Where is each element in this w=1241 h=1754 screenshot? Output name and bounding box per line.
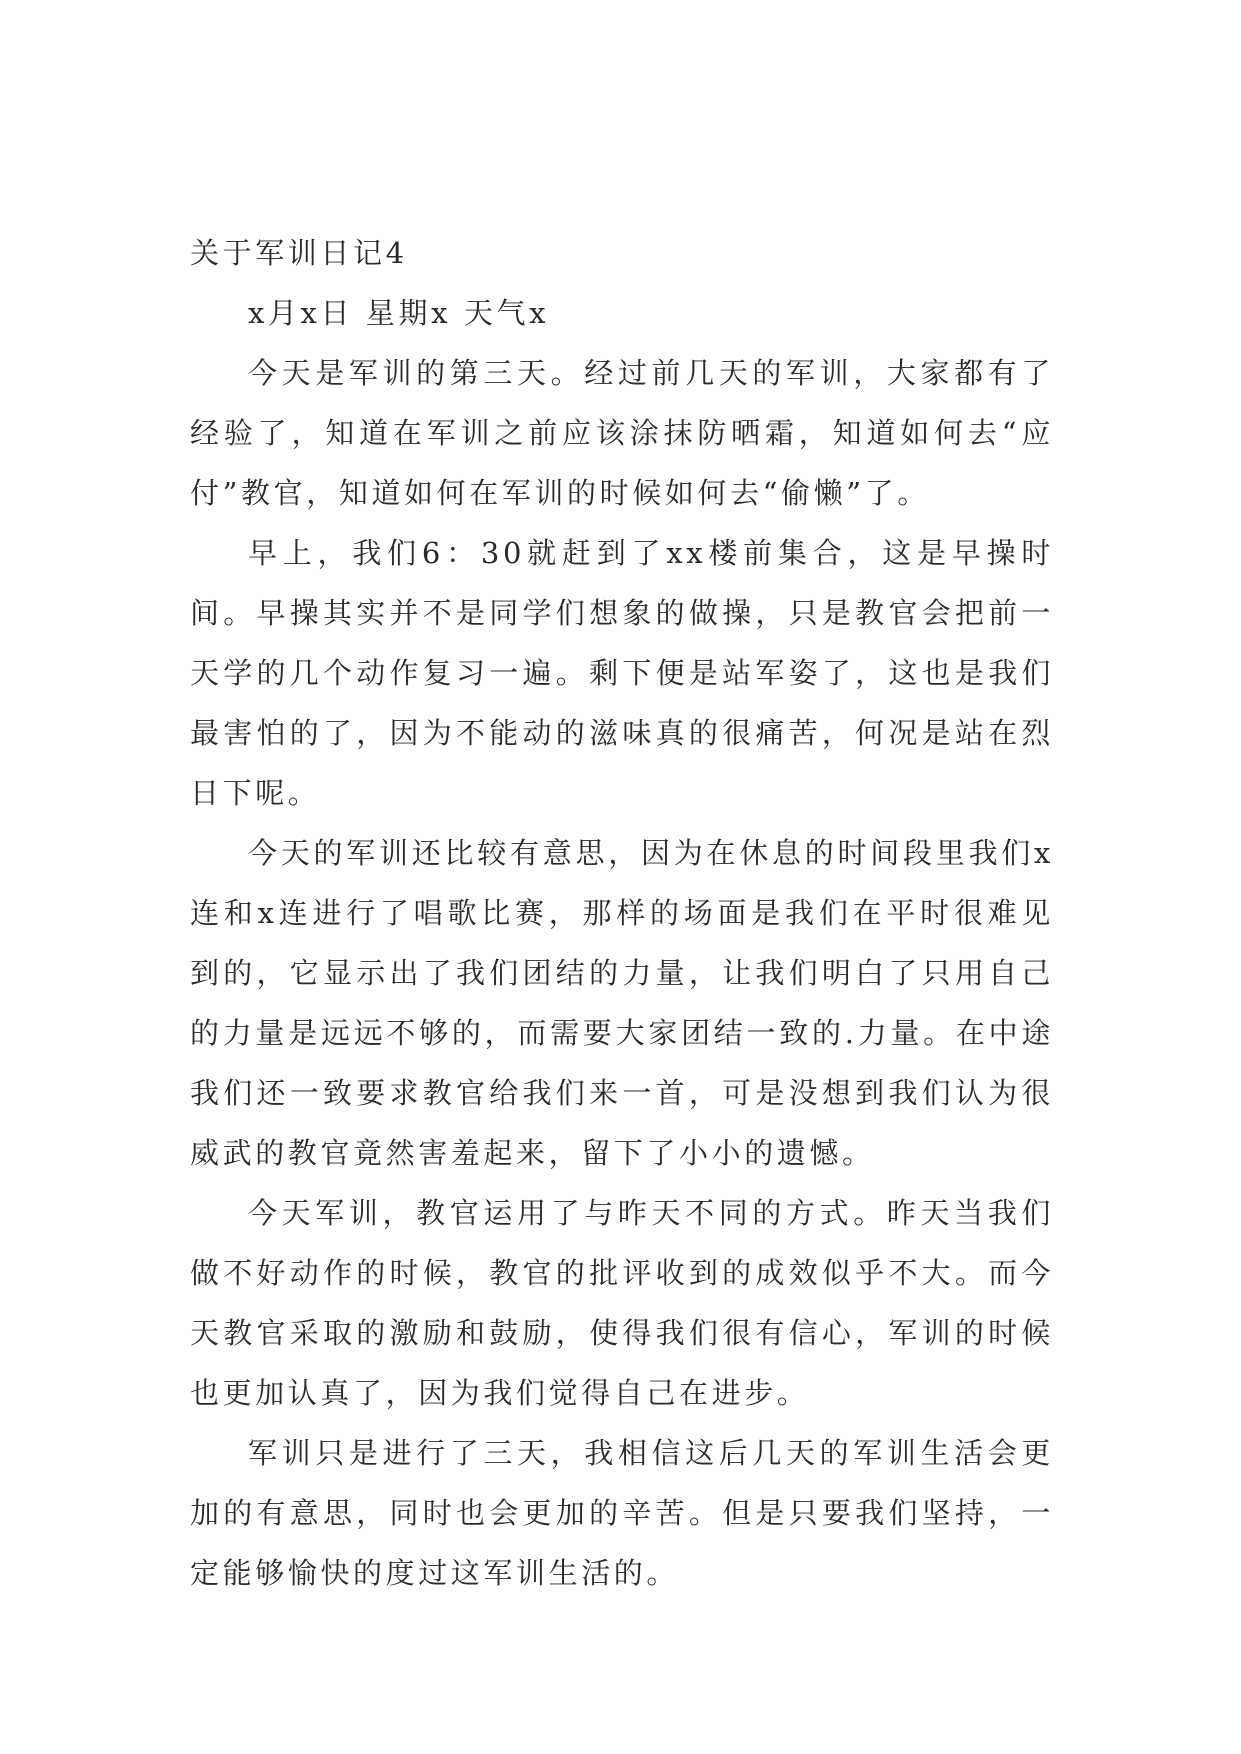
paragraph-4: 今天军训，教官运用了与昨天不同的方式。昨天当我们做不好动作的时候，教官的批评收到的成效似乎不大。而今天教官采取的激励和鼓励，使得我们很有信心，军训的时候也更加认真了，因为我们觉得自己在进步。 [190,1196,1054,1410]
paragraph-1: 今天是军训的第三天。经过前几天的军训，大家都有了经验了，知道在军训之前应该涂抹防晒霜，知道如何去“应付”教官，知道如何在军训的时候如何去“偷懒”了。 [190,356,1054,510]
paragraph-5: 军训只是进行了三天，我相信这后几天的军训生活会更加的有意思，同时也会更加的辛苦。但是只要我们坚持，一定能够愉快的度过这军训生活的。 [190,1436,1054,1590]
paragraph-3: 今天的军训还比较有意思，因为在休息的时间段里我们x连和x连进行了唱歌比赛，那样的场面是我们在平时很难见到的，它显示出了我们团结的力量，让我们明白了只用自己的力量是远远不够的，而需要大家团结一致的.力量。在中途我们还一致要求教官给我们来一首，可是没想到我们认为很威武的教官竟然害羞起来，留下了小小的遗憾。 [190,836,1054,1170]
date-weather-line: x月x日 星期x 天气x [248,296,550,330]
paragraph-2: 早上，我们6：30就赶到了xx楼前集合，这是早操时间。早操其实并不是同学们想象的做操，只是教官会把前一天学的几个动作复习一遍。剩下便是站军姿了，这也是我们最害怕的了，因为不能动的滋味真的很痛苦，何况是站在烈日下呢。 [190,536,1054,810]
document-body [190,223,1054,1603]
document-title: 关于军训日记4 [190,236,408,270]
